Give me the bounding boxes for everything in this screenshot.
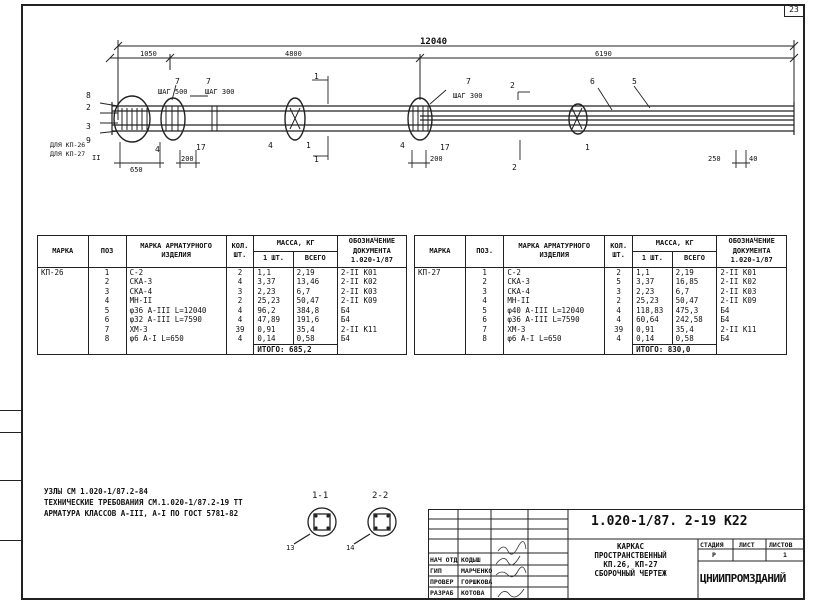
table-row xyxy=(38,267,407,277)
cell-doc: Б4 xyxy=(337,334,406,344)
cell-pos: 4 xyxy=(465,296,503,306)
total-empty-cell xyxy=(226,344,254,355)
role-name: МАРЧЕНКО xyxy=(461,567,493,575)
cell-m2: 2,19 xyxy=(672,267,717,277)
cell-m2: 35,4 xyxy=(672,325,717,335)
pos-callout: 1 xyxy=(306,141,311,150)
th-name: МАРКА АРМАТУРНОГО ИЗДЕЛИЯ xyxy=(504,236,605,268)
note-kp27: ДЛЯ КП-27 xyxy=(50,150,86,158)
pos-callout: 3 xyxy=(86,122,91,131)
cell-name: φ32 А-III L=7590 xyxy=(126,315,226,325)
pos-callout: 9 xyxy=(86,136,91,145)
cell-mark xyxy=(38,277,89,287)
cell-pos: 7 xyxy=(465,325,503,335)
role-name: ГОРШКОВА xyxy=(461,578,493,586)
binding-strip-line xyxy=(0,480,21,481)
cell-m1: 0,14 xyxy=(254,334,293,344)
cell-name: φ36 А-III L=12040 xyxy=(126,306,226,316)
cell-qty: 4 xyxy=(605,315,633,325)
table-row xyxy=(38,306,407,316)
th-qty: КОЛ. ШТ. xyxy=(605,236,633,268)
th-name: МАРКА АРМАТУРНОГО ИЗДЕЛИЯ xyxy=(126,236,226,268)
sheet-number: 23 xyxy=(784,4,803,17)
total-row xyxy=(38,344,407,355)
cell-m2: 0,58 xyxy=(672,334,717,344)
cell-qty: 4 xyxy=(605,334,633,344)
total-mass: ИТОГО: 685,2 xyxy=(254,344,337,355)
cell-mark xyxy=(38,287,89,297)
cell-m2: 16,85 xyxy=(672,277,717,287)
cell-qty: 4 xyxy=(605,306,633,316)
cell-pos: 5 xyxy=(88,306,126,316)
cell-m1: 3,37 xyxy=(633,277,672,287)
role-label: РАЗРАБ xyxy=(430,589,454,597)
cell-m2: 35,4 xyxy=(293,325,337,335)
cell-pos: 8 xyxy=(465,334,503,344)
th-mass: МАССА, КГ xyxy=(633,236,717,252)
table-row xyxy=(415,325,787,335)
title-line: ПРОСТРАНСТВЕННЫЙ xyxy=(594,551,667,560)
cell-pos: 8 xyxy=(88,334,126,344)
section-label: 1-1 xyxy=(312,491,329,501)
th-mass-all: ВСЕГО xyxy=(672,251,717,267)
th-mass: МАССА, КГ xyxy=(254,236,337,252)
cell-m2: 6,7 xyxy=(672,287,717,297)
table-row xyxy=(415,334,787,344)
cell-doc: Б4 xyxy=(337,315,406,325)
node-ellipse xyxy=(161,98,185,140)
role-label: ПРОВЕР xyxy=(430,578,454,586)
section-marker: 1 xyxy=(314,72,319,81)
cell-doc: Б4 xyxy=(717,315,787,325)
pos-callout: 7 xyxy=(206,77,211,86)
cell-pos: 6 xyxy=(465,315,503,325)
total-empty-cell xyxy=(415,344,466,355)
cell-m2: 384,8 xyxy=(293,306,337,316)
cell-m2: 475,3 xyxy=(672,306,717,316)
th-pos: ПОЗ xyxy=(88,236,126,268)
total-empty-cell xyxy=(126,344,226,355)
cell-m2: 191,6 xyxy=(293,315,337,325)
sheet-header: ЛИСТ xyxy=(739,541,755,549)
cell-pos: 5 xyxy=(465,306,503,316)
th-doc: ОБОЗНАЧЕНИЕ ДОКУМЕНТА 1.020-1/87 xyxy=(717,236,787,268)
pos-callout: 4 xyxy=(268,141,273,150)
pos-callout: 6 xyxy=(590,77,595,86)
cell-m2: 0,58 xyxy=(293,334,337,344)
cell-qty: 3 xyxy=(605,287,633,297)
node-ellipse xyxy=(569,104,587,134)
cell-mark xyxy=(415,315,466,325)
cell-doc: 2-II К03 xyxy=(337,287,406,297)
cell-m1: 25,23 xyxy=(633,296,672,306)
dim-bottom: 200 xyxy=(181,155,194,163)
cell-mark xyxy=(415,296,466,306)
total-empty-cell xyxy=(337,344,406,355)
organization-name: ЦНИИПРОМЗДАНИЙ xyxy=(700,572,786,585)
binding-strip-line xyxy=(0,432,21,433)
th-pos: ПОЗ. xyxy=(465,236,503,268)
dim-top-3: 6190 xyxy=(595,50,612,58)
table-row xyxy=(38,325,407,335)
section-marker: 1 xyxy=(314,155,319,164)
cell-pos: 7 xyxy=(88,325,126,335)
sheets-value: 1 xyxy=(783,551,787,559)
cross-sections xyxy=(282,484,422,554)
sheets-header: ЛИСТОВ xyxy=(769,541,793,549)
section-callout: 14 xyxy=(346,544,355,552)
cell-mark xyxy=(415,306,466,316)
total-row xyxy=(415,344,787,355)
cell-m1: 96,2 xyxy=(254,306,293,316)
cell-pos: 2 xyxy=(88,277,126,287)
cell-mark xyxy=(38,306,89,316)
cell-doc: 2-II К02 xyxy=(337,277,406,287)
cell-qty: 3 xyxy=(226,287,254,297)
section-marker: 2 xyxy=(512,163,517,172)
title-block xyxy=(428,509,805,600)
cell-mark xyxy=(415,334,466,344)
table-row xyxy=(38,334,407,344)
table-row xyxy=(415,296,787,306)
cell-mark xyxy=(415,277,466,287)
dim-top-2: 4800 xyxy=(285,50,302,58)
cell-pos: 1 xyxy=(465,267,503,277)
cell-doc: Б4 xyxy=(337,306,406,316)
cell-doc: 2-II К03 xyxy=(717,287,787,297)
cell-qty: 4 xyxy=(226,277,254,287)
section-circle xyxy=(368,508,396,536)
role-name: КОДЫШ xyxy=(461,556,481,564)
cell-pos: 3 xyxy=(465,287,503,297)
cell-qty: 2 xyxy=(605,296,633,306)
cell-m1: 1,1 xyxy=(254,267,293,277)
dim-top-1: 1050 xyxy=(140,50,157,58)
total-mass: ИТОГО: 830,0 xyxy=(633,344,717,355)
table-row xyxy=(415,306,787,316)
note-line: ТЕХНИЧЕСКИЕ ТРЕБОВАНИЯ СМ.1.020-1/87.2-19 ТТ xyxy=(44,498,243,507)
cell-m2: 6,7 xyxy=(293,287,337,297)
dim-overall: 12040 xyxy=(420,37,448,47)
section-circle xyxy=(308,508,336,536)
cell-doc: 2-II К09 xyxy=(337,296,406,306)
cell-name: φ6 А-I L=650 xyxy=(126,334,226,344)
cell-doc: Б4 xyxy=(717,334,787,344)
cell-name: СКА-3 xyxy=(504,277,605,287)
cell-m2: 50,47 xyxy=(293,296,337,306)
cell-qty: 4 xyxy=(226,306,254,316)
frame-elevation-drawing xyxy=(0,0,814,235)
stage-header: СТАДИЯ xyxy=(700,541,724,549)
cell-name: φ6 А-I L=650 xyxy=(504,334,605,344)
cell-m2: 13,46 xyxy=(293,277,337,287)
cell-name: φ40 А-III L=12040 xyxy=(504,306,605,316)
table-row xyxy=(38,315,407,325)
cell-pos: 1 xyxy=(88,267,126,277)
cell-m1: 118,83 xyxy=(633,306,672,316)
cell-pos: 2 xyxy=(465,277,503,287)
cell-mark xyxy=(38,325,89,335)
th-mass-all: ВСЕГО xyxy=(293,251,337,267)
pos-callout: 4 xyxy=(400,141,405,150)
total-empty-cell xyxy=(38,344,89,355)
total-empty-cell xyxy=(717,344,787,355)
spec-table-kp27 xyxy=(414,235,787,355)
general-notes xyxy=(44,486,243,519)
cell-doc: 2-II К01 xyxy=(717,267,787,277)
role-name: КОТОВА xyxy=(461,589,485,597)
cell-qty: 2 xyxy=(605,267,633,277)
th-qty: КОЛ. ШТ. xyxy=(226,236,254,268)
cell-m2: 242,58 xyxy=(672,315,717,325)
th-mass-one: 1 ШТ. xyxy=(254,251,293,267)
pos-callout: 17 xyxy=(440,143,450,152)
dim-bottom: 40 xyxy=(749,155,758,163)
title-line: КП.26, КП-27 xyxy=(603,560,658,569)
dim-bottom: 200 xyxy=(430,155,443,163)
cell-name: СКА-3 xyxy=(126,277,226,287)
table-row xyxy=(38,296,407,306)
pos-callout: 2 xyxy=(86,103,91,112)
note-line: УЗЛЫ СМ 1.020-1/87.2-84 xyxy=(44,487,148,496)
section-label: 2-2 xyxy=(372,491,389,501)
table-row xyxy=(415,267,787,277)
cell-qty: 39 xyxy=(605,325,633,335)
table-row xyxy=(415,287,787,297)
cell-name: ХМ-3 xyxy=(504,325,605,335)
step-label: ШАГ 500 xyxy=(158,88,188,96)
cell-mark xyxy=(415,325,466,335)
pos-callout: II xyxy=(92,154,101,162)
cell-name: φ36 А-III L=7590 xyxy=(504,315,605,325)
title-line: СБОРОЧНЫЙ ЧЕРТЕЖ xyxy=(594,569,667,578)
th-mark: МАРКА xyxy=(38,236,89,268)
cell-m2: 50,47 xyxy=(672,296,717,306)
cell-name: ХМ-3 xyxy=(126,325,226,335)
cell-name: С-2 xyxy=(126,267,226,277)
pos-callout: 17 xyxy=(196,143,206,152)
cell-doc: 2-II К01 xyxy=(337,267,406,277)
cell-doc: Б4 xyxy=(717,306,787,316)
table-row xyxy=(415,277,787,287)
cell-mark xyxy=(38,296,89,306)
table-row xyxy=(38,287,407,297)
cell-name: МН-II xyxy=(126,296,226,306)
pos-callout: 1 xyxy=(585,143,590,152)
cell-qty: 2 xyxy=(226,296,254,306)
section-callout: 13 xyxy=(286,544,295,552)
note-kp26: ДЛЯ КП-26 xyxy=(50,141,86,149)
total-empty-cell xyxy=(504,344,605,355)
binding-strip-line xyxy=(0,540,21,541)
title-line: КАРКАС xyxy=(616,542,645,551)
cell-doc: 2-II К11 xyxy=(337,325,406,335)
total-empty-cell xyxy=(605,344,633,355)
cell-m1: 25,23 xyxy=(254,296,293,306)
total-empty-cell xyxy=(88,344,126,355)
cell-m1: 2,23 xyxy=(254,287,293,297)
pos-callout: 7 xyxy=(175,77,180,86)
cell-m1: 60,64 xyxy=(633,315,672,325)
table-row xyxy=(415,315,787,325)
cell-doc: 2-II К09 xyxy=(717,296,787,306)
th-mass-one: 1 ШТ. xyxy=(633,251,672,267)
th-doc: ОБОЗНАЧЕНИЕ ДОКУМЕНТА 1.020-1/87 xyxy=(337,236,406,268)
pos-callout: 8 xyxy=(86,91,91,100)
cell-pos: 3 xyxy=(88,287,126,297)
cell-qty: 4 xyxy=(226,334,254,344)
stage-value: Р xyxy=(712,551,716,559)
cell-name: МН-II xyxy=(504,296,605,306)
cell-mark: КП-27 xyxy=(415,267,466,277)
cell-m1: 0,91 xyxy=(254,325,293,335)
role-label: НАЧ ОТД xyxy=(430,556,458,564)
document-title xyxy=(568,542,693,578)
th-mark: МАРКА xyxy=(415,236,466,268)
binding-strip-line xyxy=(0,410,21,411)
dim-bottom: 650 xyxy=(130,166,143,174)
cell-mark xyxy=(38,334,89,344)
pos-callout: 5 xyxy=(632,77,637,86)
cell-m1: 47,89 xyxy=(254,315,293,325)
cell-qty: 5 xyxy=(605,277,633,287)
cell-qty: 39 xyxy=(226,325,254,335)
section-marker: 2 xyxy=(510,81,515,90)
spec-table-kp26 xyxy=(37,235,407,355)
total-empty-cell xyxy=(465,344,503,355)
cell-name: С-2 xyxy=(504,267,605,277)
cell-m1: 3,37 xyxy=(254,277,293,287)
cell-m1: 0,14 xyxy=(633,334,672,344)
cell-m1: 0,91 xyxy=(633,325,672,335)
cell-mark xyxy=(415,287,466,297)
pos-callout: 7 xyxy=(466,77,471,86)
document-code: 1.020-1/87. 2-19 К22 xyxy=(591,514,748,529)
cell-m1: 1,1 xyxy=(633,267,672,277)
dim-bottom: 250 xyxy=(708,155,721,163)
cell-name: СКА-4 xyxy=(504,287,605,297)
cell-doc: 2-II К11 xyxy=(717,325,787,335)
role-label: ГИП xyxy=(430,567,442,575)
step-label: ШАГ 300 xyxy=(205,88,235,96)
cell-m2: 2,19 xyxy=(293,267,337,277)
cell-doc: 2-II К02 xyxy=(717,277,787,287)
cell-m1: 2,23 xyxy=(633,287,672,297)
cell-name: СКА-4 xyxy=(126,287,226,297)
note-line: АРМАТУРА КЛАССОВ А-III, А-I ПО ГОСТ 5781-82 xyxy=(44,509,239,518)
cell-pos: 6 xyxy=(88,315,126,325)
cell-mark: КП-26 xyxy=(38,267,89,277)
cell-qty: 4 xyxy=(226,315,254,325)
cell-qty: 2 xyxy=(226,267,254,277)
cell-pos: 4 xyxy=(88,296,126,306)
step-label: ШАГ 300 xyxy=(453,92,483,100)
cell-mark xyxy=(38,315,89,325)
table-row xyxy=(38,277,407,287)
pos-callout: 4 xyxy=(155,145,160,154)
